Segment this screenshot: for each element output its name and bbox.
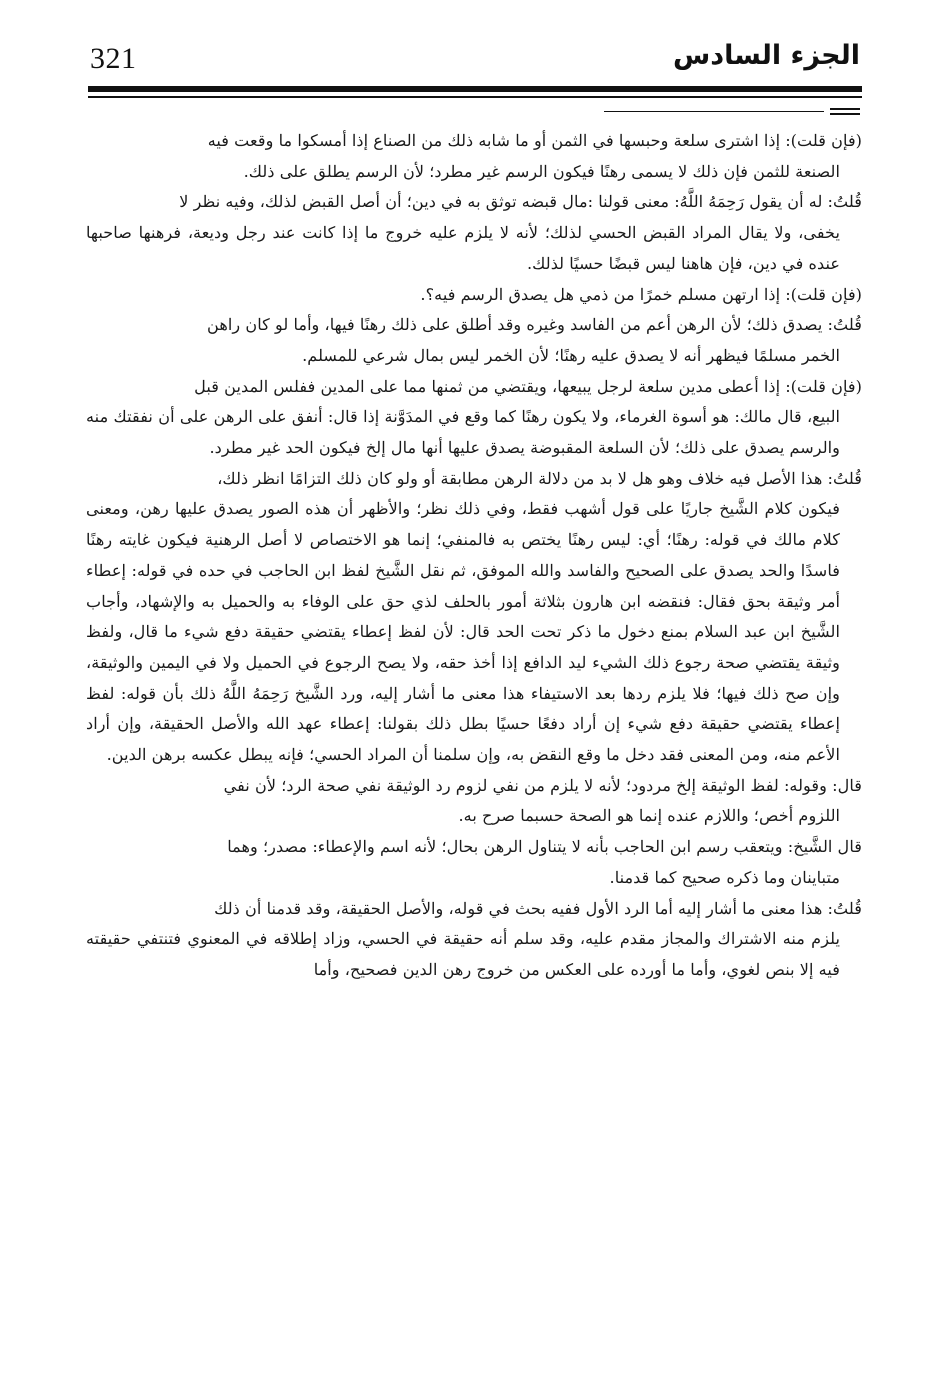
section-title: الجزء السادس: [673, 40, 860, 71]
paragraph-first-line: قُلتُ: له أن يقول رَحِمَهُ اللَّهُ: معنى قولنا :مال قبضه توثق به في دين؛ أن أصل القبض لذلك، وفيه نظر لا: [179, 192, 862, 212]
paragraph-continuation: يلزم منه الاشتراك والمجاز مقدم عليه، وقد سلم أنه حقيقة في الحسي، وزاد إطلاقه في المعنوي فتنتفي حقيقته فيه إلا بنص لغوي، وأما ما أورده على العكس من خروج رهن الدين فصحيح، وأما: [86, 929, 840, 979]
paragraph-first-line: قال الشَّيخ: ويتعقب رسم ابن الحاجب بأنه لا يتناول الرهن بحال؛ لأنه اسم والإعطاء: مصدر؛ وهما: [227, 837, 862, 857]
paragraph-8: [86, 832, 862, 893]
page-body: [86, 126, 862, 986]
paragraph-first-line: قُلتُ: هذا معنى ما أشار إليه أما الرد الأول ففيه بحث في قوله، والأصل الحقيقة، وقد قدمنا أن ذلك: [214, 898, 862, 918]
paragraph-continuation: الخمر مسلمًا فيظهر أنه لا يصدق عليه رهنًا؛ لأن الخمر ليس بمال شرعي للمسلم.: [302, 345, 840, 365]
page-number: 321: [90, 42, 137, 75]
header-rule-thick: [88, 86, 862, 92]
paragraph-5: [86, 372, 862, 464]
paragraph-9: [86, 894, 862, 986]
paragraph-first-line: قُلتُ: يصدق ذلك؛ لأن الرهن أعم من الفاسد وغيره وقد أطلق على ذلك رهنًا فيها، وأما لو كان راهن: [207, 315, 862, 335]
paragraph-first-line: قُلتُ: هذا الأصل فيه خلاف وهو هل لا بد من دلالة الرهن مطابقة أو ولو كان ذلك التزامًا انظر ذلك،: [217, 468, 862, 488]
paragraph-2: [86, 187, 862, 279]
header-rule-thin: [88, 96, 862, 98]
divider-ornament: [600, 108, 860, 118]
paragraph-continuation: اللزوم أخص؛ واللازم عنده إنما هو الصحة حسبما صرح به.: [458, 806, 840, 826]
paragraph-continuation: الصنعة للثمن فإن ذلك لا يسمى رهنًا فيكون الرسم غير مطرد؛ لأن الرسم يطلق على ذلك.: [243, 161, 840, 181]
paragraph-first-line: قال: وقوله: لفظ الوثيقة إلخ مردود؛ لأنه لا يلزم من نفي لزوم رد الوثيقة نفي صحة الرد؛ لأن نفي: [223, 775, 862, 795]
paragraph-first-line: (فإن قلت): إذا ارتهن مسلم خمرًا من ذمي هل يصدق الرسم فيه؟.: [420, 284, 862, 304]
paragraph-continuation: يخفى، ولا يقال المراد القبض الحسي لذلك؛ لأنه لا يلزم عليه خروج ما إذا كانت عند رجل وديعة، فرهنها صاحبها عنده في دين، فإن هاهنا ليس قبضًا حسيًا لذلك.: [86, 223, 840, 273]
paragraph-3: [86, 280, 862, 311]
paragraph-first-line: (فإن قلت): إذا اشترى سلعة وحبسها في الثمن أو ما شابه ذلك من الصناع إذا أمسكوا ما وقعت فيه: [207, 131, 862, 150]
paragraph-first-line: (فإن قلت): إذا أعطى مدين سلعة لرجل يبيعها، ويقتضي من ثمنها مما على المدين ففلس المدين قبل: [194, 376, 862, 396]
paragraph-1: [86, 126, 862, 187]
paragraph-continuation: فيكون كلام الشَّيخ جاريًا على قول أشهب فقط، وفي ذلك نظر؛ والأظهر أن هذه الصور يصدق عليها رهن، ومعنى كلام مالك في قوله: رهنًا؛ أي: ليس رهنًا يختص به فالمنفي؛ إنما هو الاختصاص لا أصل الرهنية فيكون غايته رهنًا فاسدًا والحد يصدق على الصحيح والفاسد والله الموفق، ثم نقل الشَّيخ لفظ ابن الحاجب في حده في قوله: إعطاء أمر وثيقة بحق فقال: فنقضه ابن هارون بثلاثة أمور بالحلف لذي حق على الوفاء به والحميل به والإشهاد، وأجاب الشَّيخ ابن عبد السلام بمنع دخول ما ذكر تحت الحد قال: لأن لفظ إعطاء يقتضي حقيقة دفع شيء ما قال، ولفظ وثيقة يقتضي صحة رجوع ذلك الشيء ليد الدافع إذا أخذ حقه، ولا يصح الرجوع في الحميل ولا في اليمين والوثيقة، وإن صح ذلك فيها؛ فلا يلزم ردها بعد الاستيفاء هذا معنى ما أشار إليه، ورد الشَّيخ رَحِمَهُ اللَّهُ ذلك بأن قوله: لفظ إعطاء يقتضي حقيقة دفع شيء إن أراد دفعًا حسيًا بطل ذلك بقولنا: إعطاء عهد الله والأصل الحقيقة، وإن أراد الأعم منه، ومن المعنى فقد دخل ما وقع النقض به، وإن سلمنا أن المراد الحسي؛ فإنه يبطل عكسه برهن الدين.: [86, 499, 840, 765]
paragraph-6: [86, 464, 862, 771]
paragraph-4: [86, 310, 862, 371]
paragraph-continuation: البيع، قال مالك: هو أسوة الغرماء، ولا يكون رهنًا كما وقع في المدَوَّنة إذا قال: أنفق على الرهن على أن نفقتك منه والرسم يصدق على ذلك؛ لأن السلعة المقبوضة يصدق عليها أنها مال إلخ فيكون الحد غير مطرد.: [86, 407, 840, 458]
paragraph-7: [86, 771, 862, 832]
paragraph-continuation: متباينان وما ذكره صحيح كما قدمنا.: [609, 867, 840, 887]
